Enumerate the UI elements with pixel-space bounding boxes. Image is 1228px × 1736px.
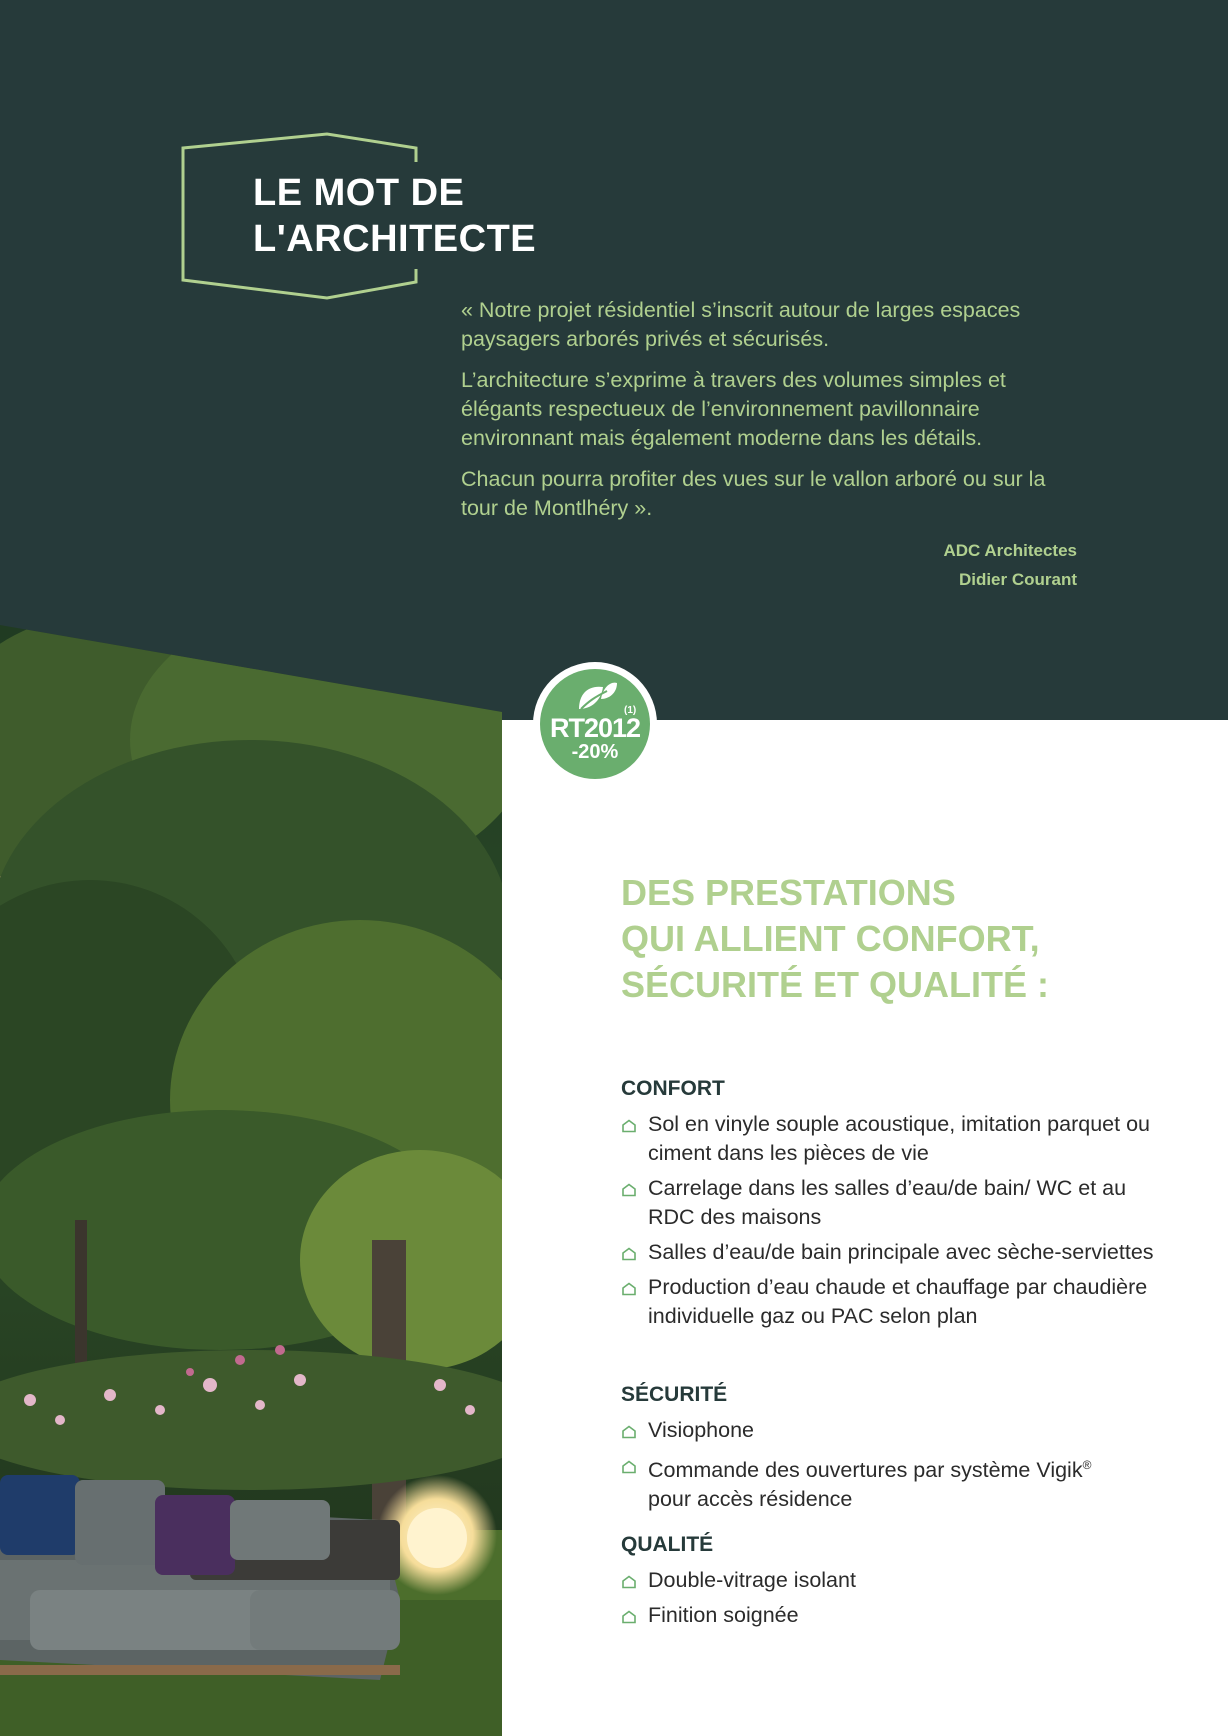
rt2012-badge [533,662,657,786]
prestations-headline: DES PRESTATIONS QUI ALLIENT CONFORT, SÉCURITÉ ET QUALITÉ : [621,872,1050,1005]
list-item: Visiophone [621,1416,1161,1445]
section-title-confort: CONFORT [621,1077,725,1100]
house-outline-icon [621,1425,637,1439]
securite-list [621,1416,1161,1520]
badge-percent: -20% [571,741,619,763]
page-title: LE MOT DE L'ARCHITECTE [253,172,537,260]
leaf-icon [573,679,619,713]
list-item: Sol en vinyle souple acoustique, imitation parquet ou ciment dans les pièces de vie [621,1110,1161,1168]
signature [943,536,1077,594]
house-outline-icon [621,1460,637,1474]
quote-paragraph: L’architecture s’exprime à travers des volumes simples et élégants respectueux de l’environnement pavillonnaire environnant mais également moderne dans les détails. [461,368,1006,450]
list-item: Commande des ouvertures par système Vigik® pour accès résidence [621,1451,1161,1514]
house-outline-icon [621,1282,637,1296]
house-outline-icon [621,1183,637,1197]
badge-label: RT2012 [549,713,641,743]
signature-company: ADC Architectes [943,541,1077,560]
house-outline-icon [621,1119,637,1133]
section-title-qualite: QUALITÉ [621,1533,714,1556]
architect-quote [461,296,1079,535]
quote-paragraph: « Notre projet résidentiel s’inscrit autour de larges espaces paysagers arborés privés et sécurisés. [461,298,1021,351]
quote-paragraph: Chacun pourra profiter des vues sur le vallon arboré ou sur la tour de Montlhéry ». [461,467,1046,520]
trademark-mark: ® [1082,1458,1092,1472]
list-item: Double-vitrage isolant [621,1566,1161,1595]
badge-note: (1) [624,705,637,716]
list-item: Carrelage dans les salles d’eau/de bain/ WC et au RDC des maisons [621,1174,1161,1232]
garden-photo [0,0,502,1736]
list-item: Finition soignée [621,1601,1161,1630]
signature-name: Didier Courant [958,570,1077,589]
house-outline-icon [621,1247,637,1261]
section-title-securite: SÉCURITÉ [621,1383,728,1406]
list-item: Production d’eau chaude et chauffage par chaudière individuelle gaz ou PAC selon plan [621,1273,1161,1331]
badge-disc [540,669,650,779]
house-outline-icon [621,1610,637,1624]
confort-list [621,1110,1161,1337]
list-item: Salles d’eau/de bain principale avec sèche-serviettes [621,1238,1161,1267]
house-outline-icon [621,1575,637,1589]
qualite-list [621,1566,1161,1636]
